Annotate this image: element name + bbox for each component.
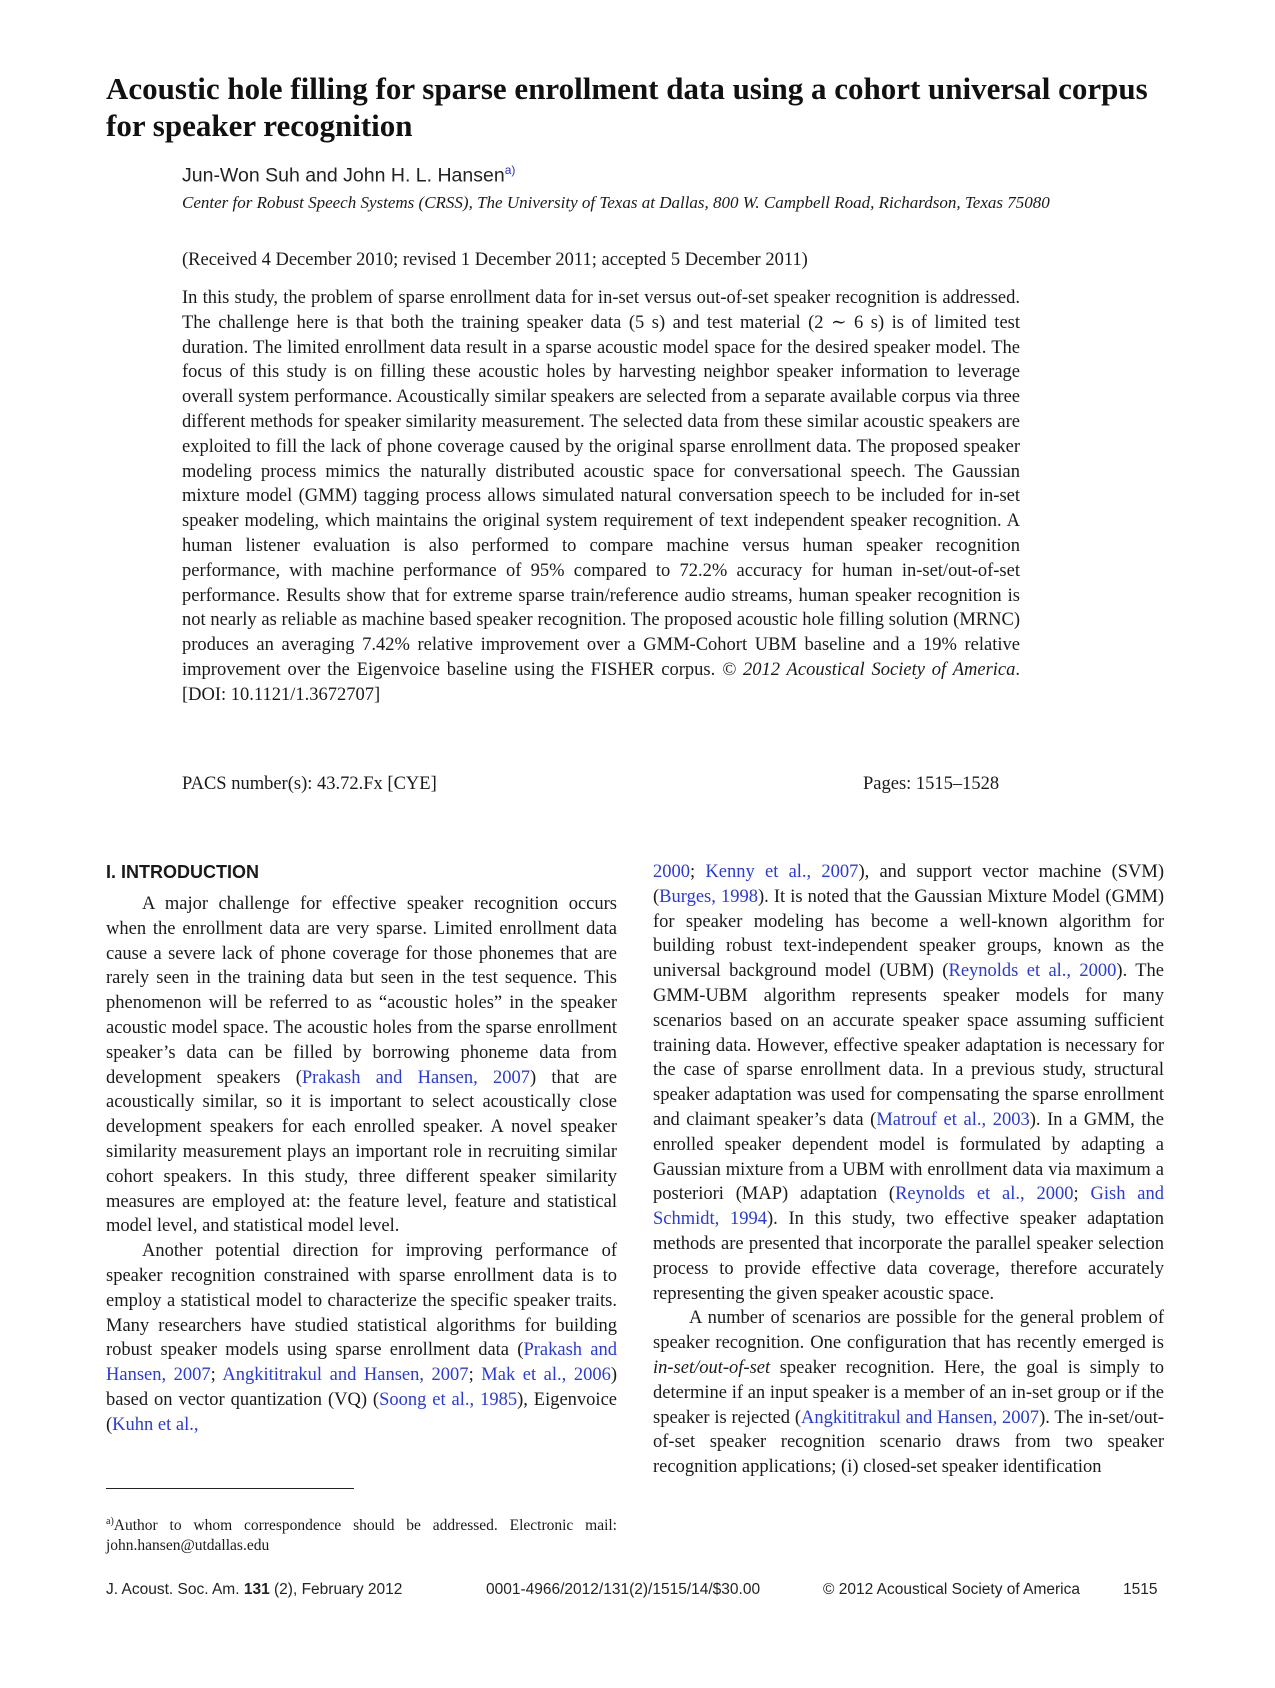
text-run: ; — [690, 862, 706, 882]
paper-title: Acoustic hole filling for sparse enrollment data using a cohort universal corpus for speaker recognition — [106, 71, 1148, 143]
author-footnote-mark[interactable]: a) — [504, 163, 516, 177]
citation-link[interactable]: Soong et al., 1985 — [379, 1389, 518, 1410]
abstract-doi: . [DOI: 10.1121/1.3672707] — [182, 659, 1021, 705]
citation-link[interactable]: Angkititrakul and Hansen, 2007 — [222, 1365, 469, 1386]
text-run: ). The in-set/out-of-set speaker recognition scenario draws from two speaker recognition applications; (i) closed-set speaker identification — [653, 1407, 1164, 1478]
pacs-numbers: PACS number(s): 43.72.Fx [CYE] — [182, 774, 437, 794]
footer-page-number: 1515 — [1123, 1581, 1158, 1598]
citation-link[interactable]: Reynolds et al., 2000 — [895, 1184, 1074, 1205]
citation-link[interactable]: Gish and Schmidt, 1994 — [653, 1184, 1165, 1230]
text-run: ). In this study, two effective speaker adaptation methods are presented that incorporate the parallel speaker selection process to provide effective data coverage, therefore accurately representing the given speaker acoustic space. — [653, 1209, 1164, 1304]
footnote-text: Author to whom correspondence should be addressed. Electronic mail: john.hansen@utdallas.edu — [106, 1517, 617, 1555]
page-range: Pages: 1515–1528 — [863, 774, 1000, 794]
right-column — [653, 860, 1164, 1480]
citation-link[interactable]: Matrouf et al., 2003 — [876, 1109, 1030, 1130]
section-heading: I. INTRODUCTION — [106, 862, 259, 882]
citation-link[interactable]: Prakash and Hansen, 2007 — [106, 1340, 617, 1386]
citation-link[interactable]: Reynolds et al., 2000 — [948, 961, 1117, 982]
text-run: ; — [1073, 1184, 1091, 1205]
footnote-mark: a) — [106, 1516, 114, 1527]
intro-paragraph-3 — [653, 860, 1164, 1306]
left-column — [106, 860, 617, 1438]
text-run: ; — [468, 1365, 482, 1386]
footer-issn: 0001-4966/2012/131(2)/1515/14/$30.00 — [486, 1581, 761, 1598]
abstract — [182, 286, 1020, 708]
authors-line — [182, 163, 515, 188]
text-run: ), Eigenvoice ( — [106, 1389, 617, 1435]
text-run: J. Acoust. Soc. Am. — [106, 1581, 244, 1598]
text-run: ). It is noted that the Gaussian Mixture Model (GMM) for speaker modeling has become a well-known algorithm for building robust text-independent speaker groups, known as the universal background model (UBM) ( — [653, 886, 1164, 982]
footer-copyright: © 2012 Acoustical Society of America — [823, 1581, 1080, 1598]
emphasis-term: in-set/out-of-set — [653, 1357, 771, 1378]
footer-volume: 131 — [243, 1581, 270, 1598]
text-run: (2), February 2012 — [269, 1581, 403, 1598]
received-dates: (Received 4 December 2010; revised 1 December 2011; accepted 5 December 2011) — [182, 250, 808, 270]
intro-paragraph-2 — [106, 1239, 617, 1437]
author-names: Jun-Won Suh and John H. L. Hansen — [182, 164, 505, 187]
affiliation: Center for Robust Speech Systems (CRSS), The University of Texas at Dallas, 800 W. Campbell Road, Richardson, Texas 75080 — [182, 193, 1050, 212]
intro-paragraph-1 — [106, 892, 617, 1239]
text-run: ) that are acoustically similar, so it is important to select acoustically close development speakers for each enrolled speaker. A novel speaker similarity measurement plays an important role in recruiting similar cohort speakers. In this study, three different speaker similarity measures are employed at: the feature level, feature and statistical model level, and statistical model level. — [106, 1067, 617, 1237]
footnote-divider — [106, 1488, 354, 1489]
text-run: ), and support vector machine (SVM) ( — [653, 862, 1164, 907]
footnote — [106, 1512, 617, 1556]
text-run: A major challenge for effective speaker recognition occurs when the enrollment data are very sparse. Limited enrollment data cause a severe lack of phone coverage for those phonemes that are rarely seen in the training data but seen in the test sequence. This phenomenon will be referred to as “acoustic holes” in the speaker acoustic model space. The acoustic holes from the sparse enrollment speaker’s data can be filled by borrowing phoneme data from development speakers ( — [106, 894, 617, 1088]
text-run: ) based on vector quantization (VQ) ( — [106, 1365, 618, 1410]
text-run: speaker recognition. Here, the goal is simply to determine if an input speaker is a member of an in-set group or if the speaker is rejected ( — [653, 1357, 1164, 1428]
text-run: ). In a GMM, the enrolled speaker dependent model is formulated by adapting a Gaussian mixture from a UBM with enrollment data via maximum a posteriori (MAP) adaptation ( — [653, 1109, 1164, 1205]
abstract-copyright: © 2012 Acoustical Society of America — [722, 659, 1016, 680]
citation-link[interactable]: Prakash and Hansen, 2007 — [301, 1067, 531, 1088]
footer-journal — [106, 1581, 402, 1599]
citation-link[interactable]: Kuhn et al., — [112, 1414, 199, 1435]
text-run: A number of scenarios are possible for the general problem of speaker recognition. One configuration that has recently emerged is — [653, 1308, 1164, 1354]
citation-link[interactable]: 2000 — [653, 862, 690, 882]
intro-paragraph-4 — [653, 1306, 1164, 1480]
citation-link[interactable]: Angkititrakul and Hansen, 2007 — [801, 1407, 1040, 1428]
citation-link[interactable]: Kenny et al., 2007 — [705, 862, 859, 882]
abstract-body: In this study, the problem of sparse enrollment data for in-set versus out-of-set speaker recognition is addressed. The challenge here is that both the training speaker data (5 s) and test material (2 ∼ 6 s) is of limited test duration. The limited enrollment data result in a sparse acoustic model space for the desired speaker model. The focus of this study is on filling these acoustic holes by harvesting neighbor speaker information to leverage overall system performance. Acoustically similar speakers are selected from a separate available corpus via three different methods for speaker similarity measurement. The selected data from these similar acoustic speakers are exploited to fill the lack of phone coverage caused by the original sparse enrollment data. The proposed speaker modeling process mimics the naturally distributed acoustic space for conversational speech. The Gaussian mixture model (GMM) tagging process allows simulated natural conversation speech to be included for in-set speaker modeling, which maintains the original system requirement of text independent speaker recognition. A human listener evaluation is also performed to compare machine versus human speaker recognition performance, with machine performance of 95% compared to 72.2% accuracy for human in-set/out-of-set performance. Results show that for extreme sparse train/reference audio streams, human speaker recognition is not nearly as reliable as machine based speaker recognition. The proposed acoustic hole filling solution (MRNC) produces an averaging 7.42% relative improvement over a GMM-Cohort UBM baseline and a 19% relative improvement over the Eigenvoice baseline using the FISHER corpus. — [182, 288, 1020, 680]
citation-link[interactable]: Burges, 1998 — [659, 886, 758, 907]
text-run: ; — [210, 1365, 223, 1386]
text-run: ). The GMM-UBM algorithm represents speaker models for many scenarios based on an accurate speaker space assuming sufficient training data. However, effective speaker adaptation is necessary for the case of sparse enrollment data. In a previous study, structural speaker adaptation was used for compensating the sparse enrollment and claimant speaker’s data ( — [653, 961, 1164, 1130]
citation-link[interactable]: Mak et al., 2006 — [481, 1365, 611, 1386]
text-run: Another potential direction for improving performance of speaker recognition constrained with sparse enrollment data is to employ a statistical model to characterize the specific speaker traits. Many researchers have studied statistical algorithms for building robust speaker models using sparse enrollment data ( — [106, 1241, 617, 1361]
